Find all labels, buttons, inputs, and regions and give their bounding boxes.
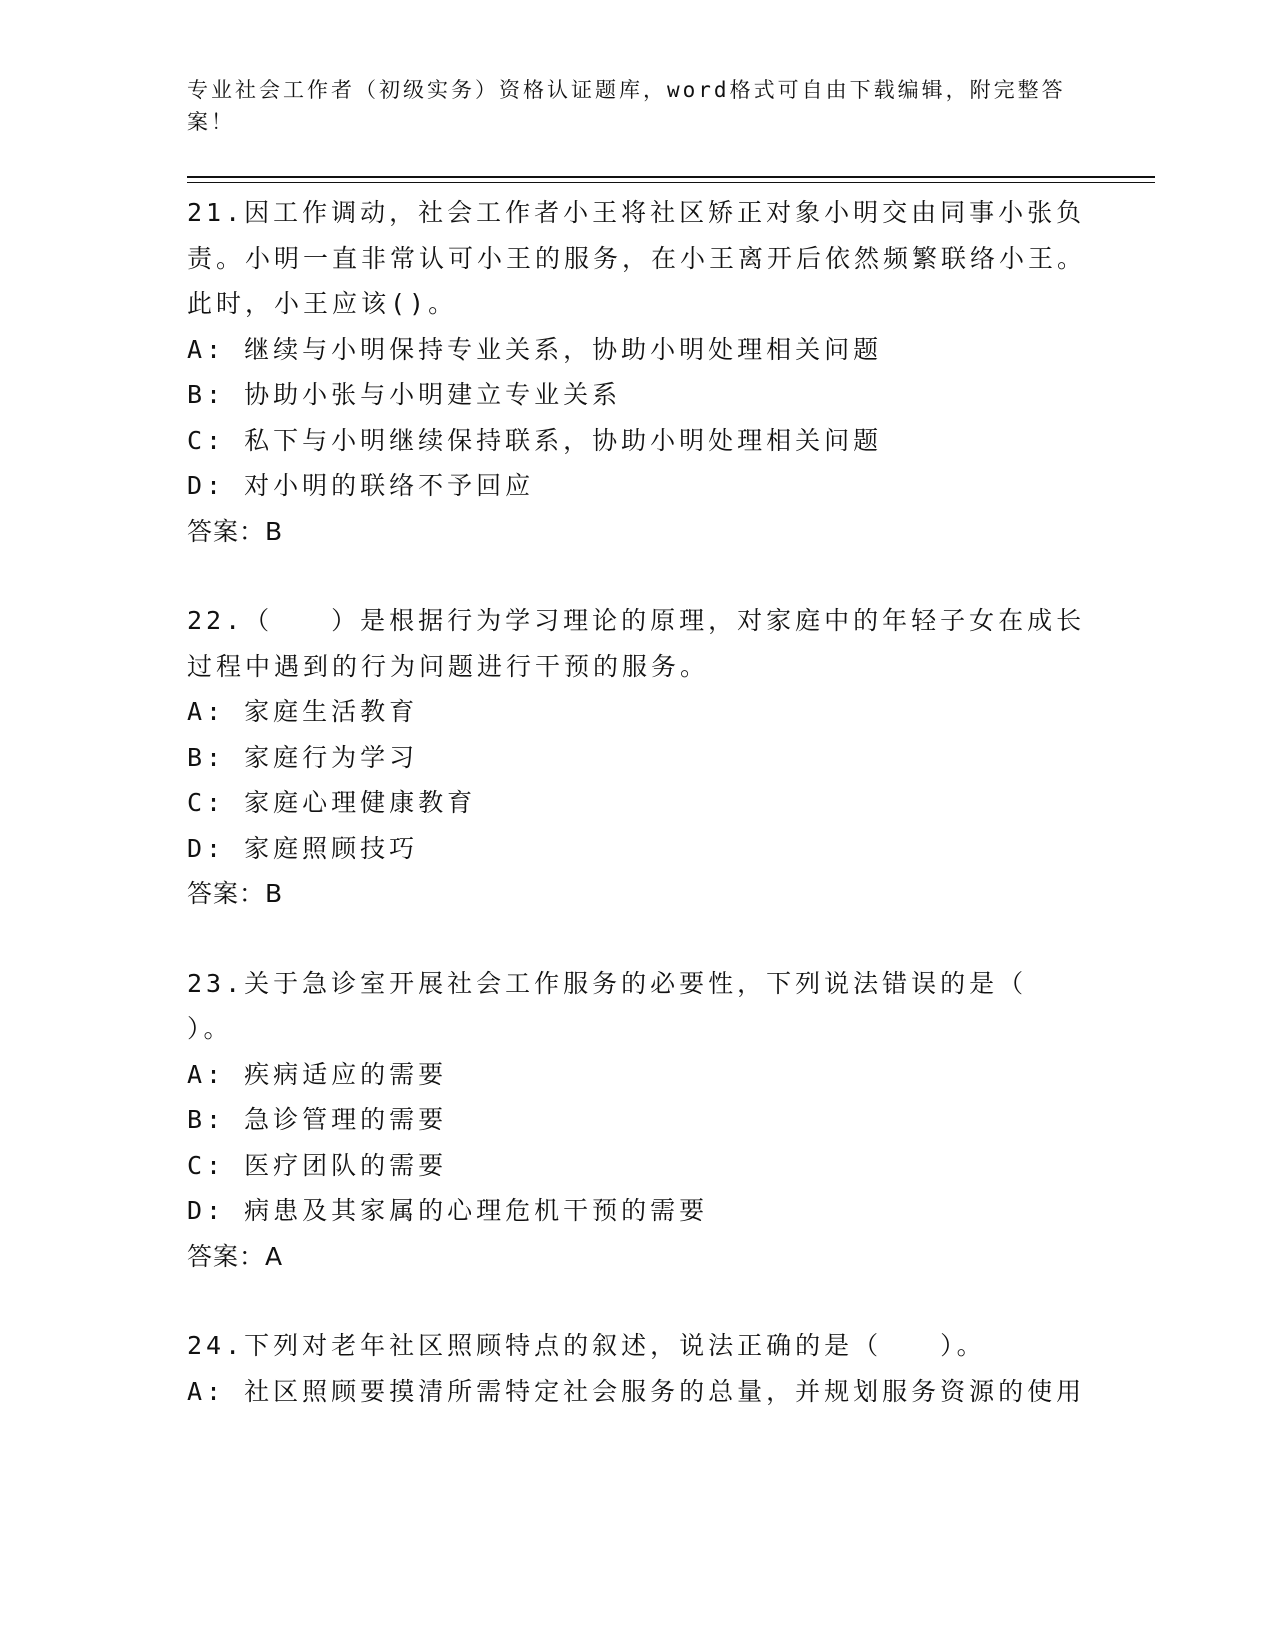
option-a: A: 家庭生活教育 [187,697,419,726]
answer: 答案：A [187,1241,284,1271]
header-divider [187,176,1155,178]
question-22 [187,598,1087,917]
option-b: B: 协助小张与小明建立专业关系 [187,380,622,409]
question-24 [187,1323,1087,1414]
question-list [187,190,1087,1458]
question-stem: 21.因工作调动，社会工作者小王将社区矫正对象小明交由同事小张负责。小明一直非常认可小王的服务，在小王离开后依然频繁联络小王。此时，小王应该()。 [187,198,1087,318]
question-23 [187,961,1087,1280]
option-c: C: 家庭心理健康教育 [187,788,477,817]
option-d: D: 家庭照顾技巧 [187,833,419,863]
option-c: C: 医疗团队的需要 [187,1150,448,1180]
option-d: D: 病患及其家属的心理危机干预的需要 [187,1196,709,1225]
answer: 答案：B [187,516,284,546]
option-c: C: 私下与小明继续保持联系，协助小明处理相关问题 [187,425,883,455]
document-header: 专业社会工作者（初级实务）资格认证题库，word格式可自由下载编辑，附完整答案！ [187,78,1066,134]
option-a: A: 社区照顾要摸清所需特定社会服务的总量，并规划服务资源的使用 [187,1376,1086,1406]
option-a: A: 疾病适应的需要 [187,1059,448,1089]
question-stem: 22.（ ）是根据行为学习理论的原理，对家庭中的年轻子女在成长过程中遇到的行为问题进行干预的服务。 [187,606,1086,681]
option-d: D: 对小明的联络不予回应 [187,471,535,500]
header-divider-thin [187,182,1155,183]
question-stem: 23.关于急诊室开展社会工作服务的必要性，下列说法错误的是（ ）。 [187,968,1047,1043]
option-b: B: 急诊管理的需要 [187,1105,448,1134]
answer: 答案：B [187,879,284,908]
question-21 [187,190,1087,554]
question-stem: 24.下列对老年社区照顾特点的叙述，说法正确的是（ ）。 [187,1331,986,1360]
option-a: A: 继续与小明保持专业关系，协助小明处理相关问题 [187,334,883,364]
option-b: B: 家庭行为学习 [187,742,419,772]
